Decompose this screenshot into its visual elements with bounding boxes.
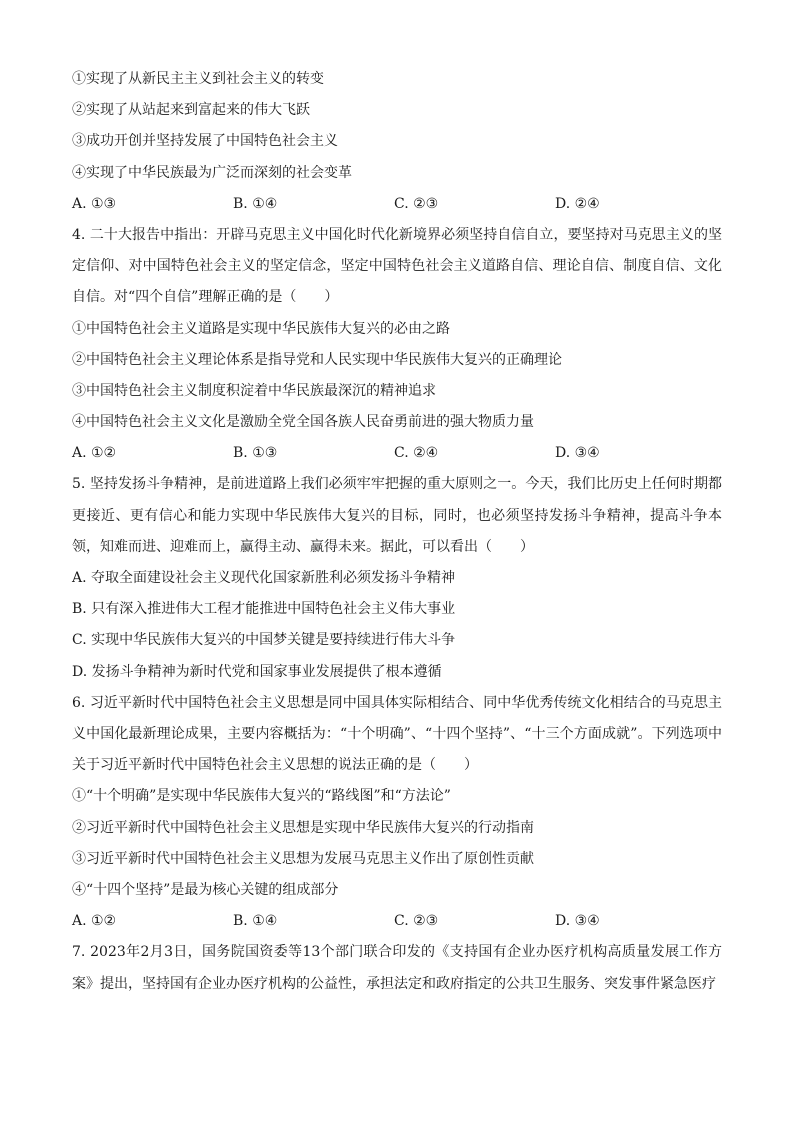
option-c: C. 实现中华民族伟大复兴的中国梦关键是要持续进行伟大斗争	[72, 632, 456, 649]
statement: ④“十四个坚持”是最为核心关键的组成部分	[72, 882, 339, 899]
option-c: C. ②③	[394, 913, 439, 930]
question-stem: 4. 二十大报告中指出：开辟马克思主义中国化时代化新境界必须坚持自信自立，要坚持对马克思主义的坚定信仰、对中国特色社会主义的坚定信念，坚定中国特色社会主义道路自信、理论自信、制度自信、文化自信。对“四个自信”理解正确的是（ ）	[72, 226, 722, 306]
option-a: A. ①②	[72, 913, 117, 930]
answer-options	[72, 189, 722, 220]
option-c: C. ②④	[394, 445, 439, 462]
option-d: D. 发扬斗争精神为新时代党和国家事业发展提供了根本遵循	[72, 663, 442, 680]
option-b: B. 只有深入推进伟大工程才能推进中国特色社会主义伟大事业	[72, 601, 456, 618]
option-b: B. ①④	[233, 195, 278, 212]
question-6	[72, 688, 722, 938]
question-3-tail	[72, 64, 722, 220]
option-d: D. ②④	[555, 195, 600, 212]
statement: ②习近平新时代中国特色社会主义思想是实现中华民族伟大复兴的行动指南	[72, 819, 534, 836]
statement: ②实现了从站起来到富起来的伟大飞跃	[72, 102, 310, 119]
option-d: D. ③④	[555, 445, 600, 462]
statement: ①中国特色社会主义道路是实现中华民族伟大复兴的必由之路	[72, 320, 450, 337]
question-stem: 5. 坚持发扬斗争精神，是前进道路上我们必须牢牢把握的重大原则之一。今天，我们比历史上任何时期都更接近、更有信心和能力实现中华民族伟大复兴的目标，同时，也必须坚持发扬斗争精神，提高斗争本领，知难而进、迎难而上，赢得主动、赢得未来。据此，可以看出（ ）	[72, 476, 722, 555]
exam-page	[72, 64, 722, 1000]
statement: ①实现了从新民主主义到社会主义的转变	[72, 71, 324, 87]
option-a: A. 夺取全面建设社会主义现代化国家新胜利必须发扬斗争精神	[72, 570, 456, 587]
statement: ③习近平新时代中国特色社会主义思想为发展马克思主义作出了原创性贡献	[72, 850, 534, 867]
option-c: C. ②③	[394, 195, 439, 212]
option-a: A. ①③	[72, 195, 117, 212]
question-stem: 6. 习近平新时代中国特色社会主义思想是同中国具体实际相结合、同中华优秀传统文化相结合的马克思主义中国化最新理论成果，主要内容概括为：“十个明确”、“十四个坚持”、“十三个方面成就”。下列选项中关于习近平新时代中国特色社会主义思想的说法正确的是（ ）	[72, 694, 722, 774]
statement: ③成功开创并坚持发展了中国特色社会主义	[72, 133, 338, 150]
statement: ③中国特色社会主义制度积淀着中华民族最深沉的精神追求	[72, 382, 436, 399]
answer-options	[72, 438, 722, 469]
question-7	[72, 937, 722, 999]
statement: ②中国特色社会主义理论体系是指导党和人民实现中华民族伟大复兴的正确理论	[72, 351, 562, 368]
option-b: B. ①③	[233, 445, 278, 462]
statement: ①“十个明确”是实现中华民族伟大复兴的“路线图”和“方法论”	[72, 788, 451, 805]
statement: ④中国特色社会主义文化是激励全党全国各族人民奋勇前进的强大物质力量	[72, 414, 534, 431]
statement: ④实现了中华民族最为广泛而深刻的社会变革	[72, 164, 352, 181]
question-stem: 7. 2023年2月3日，国务院国资委等13个部门联合印发的《支持国有企业办医疗机构高质量发展工作方案》提出，坚持国有企业办医疗机构的公益性，承担法定和政府指定的公共卫生服务、突发事件紧急医疗	[72, 944, 722, 992]
option-a: A. ①②	[72, 445, 117, 462]
question-5	[72, 469, 722, 687]
answer-options	[72, 906, 722, 937]
question-4	[72, 220, 722, 470]
option-b: B. ①④	[233, 913, 278, 930]
option-d: D. ③④	[555, 913, 600, 930]
